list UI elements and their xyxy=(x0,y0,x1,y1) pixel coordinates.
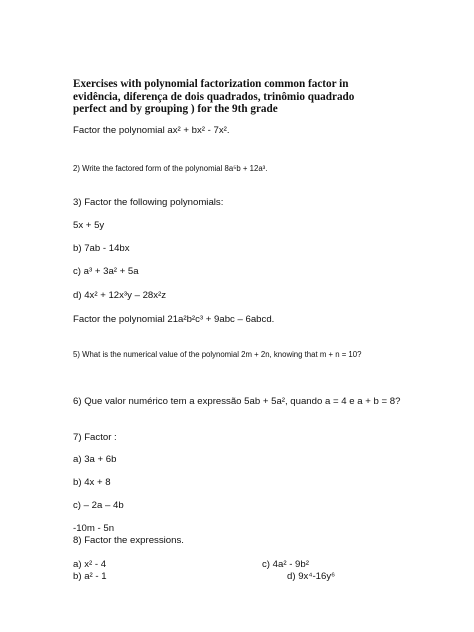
question-8-heading: 8) Factor the expressions. xyxy=(73,535,184,546)
title-line-2: evidência, diferença de dois quadrados, trinômio quadrado xyxy=(73,90,355,103)
question-5: 5) What is the numerical value of the polynomial 2m + 2n, knowing that m + n = 10? xyxy=(73,350,362,359)
question-8-item-b: b) a² - 1 xyxy=(73,571,107,582)
question-7-item-a: a) 3a + 6b xyxy=(73,454,117,465)
question-7-item-b: b) 4x + 8 xyxy=(73,477,111,488)
question-3-item-b: b) 7ab - 14bx xyxy=(73,243,130,254)
title-line-1: Exercises with polynomial factorization common factor in xyxy=(73,78,349,90)
question-7-item-c: c) – 2a – 4b xyxy=(73,500,124,511)
question-3-item-d: d) 4x² + 12x³y – 28x²z xyxy=(73,290,167,301)
question-7-item-d: -10m - 5n xyxy=(73,523,115,534)
question-7-heading: 7) Factor : xyxy=(73,432,117,443)
question-1: Factor the polynomial ax² + bx² - 7x². xyxy=(73,125,230,136)
question-6: 6) Que valor numérico tem a expressão 5ab + 5a², quando a = 4 e a + b = 8? xyxy=(73,396,401,407)
question-8-item-c: c) 4a² - 9b² xyxy=(262,559,309,570)
title-line-3: perfect and by grouping ) for the 9th grade xyxy=(73,103,278,115)
document-title xyxy=(73,78,403,116)
question-4: Factor the polynomial 21a²b²c³ + 9abc – 6abcd. xyxy=(73,314,275,325)
question-3-item-c: c) a³ + 3a² + 5a xyxy=(73,266,139,277)
question-2: 2) Write the factored form of the polynomial 8a⁵b + 12a³. xyxy=(73,164,268,173)
question-3-item-a: 5x + 5y xyxy=(73,220,105,231)
question-8-item-a: a) x² - 4 xyxy=(73,559,107,570)
question-8-item-d: d) 9x⁴-16y⁶ xyxy=(287,571,336,582)
question-3-heading: 3) Factor the following polynomials: xyxy=(73,197,224,208)
